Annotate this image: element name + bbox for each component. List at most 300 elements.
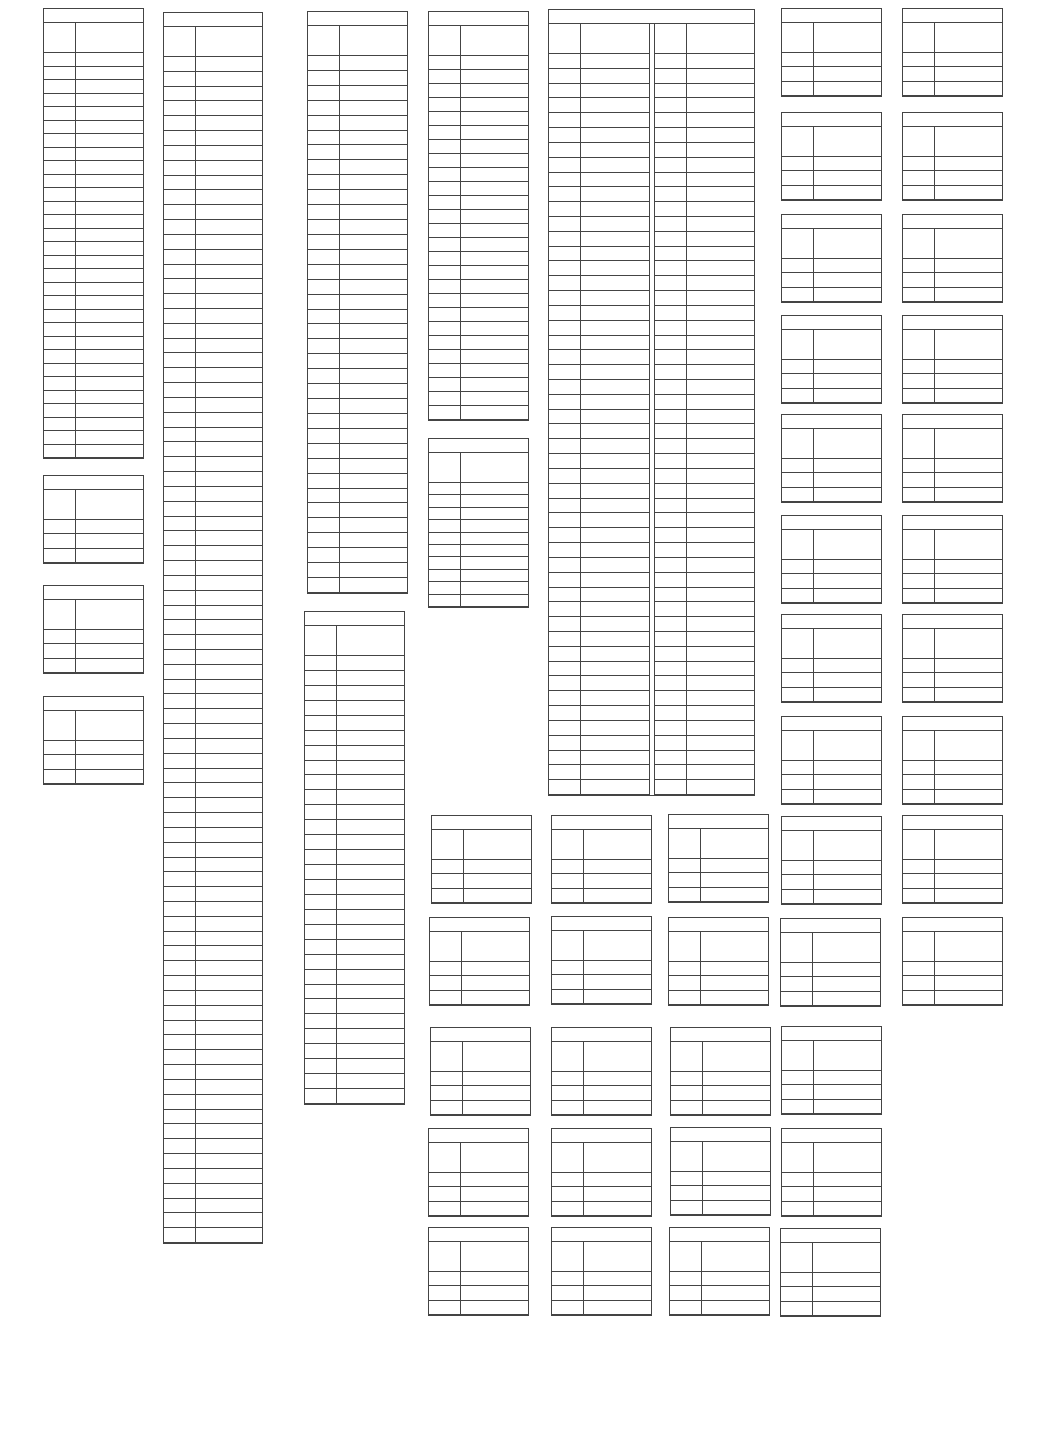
table-row bbox=[782, 1187, 881, 1201]
table-row bbox=[903, 360, 1002, 374]
table-row bbox=[164, 324, 262, 339]
table-row bbox=[429, 406, 528, 420]
grid-table bbox=[668, 917, 769, 1006]
table-row bbox=[305, 656, 404, 671]
table-row bbox=[429, 196, 528, 210]
column-divider bbox=[934, 731, 935, 804]
table-row bbox=[164, 828, 262, 843]
table-row bbox=[308, 533, 407, 548]
table-row bbox=[430, 962, 529, 976]
table-row bbox=[782, 1071, 881, 1085]
table-row bbox=[44, 337, 143, 351]
table-row bbox=[429, 582, 528, 594]
table-row bbox=[903, 574, 1002, 588]
table-row bbox=[903, 389, 1002, 403]
column-divider bbox=[934, 932, 935, 1005]
table-row bbox=[44, 323, 143, 337]
table-row bbox=[782, 861, 881, 875]
table-title-cell bbox=[671, 1028, 770, 1042]
table-row bbox=[429, 70, 528, 84]
table-row bbox=[903, 775, 1002, 789]
table-header-row bbox=[903, 330, 1002, 360]
table-title-cell bbox=[549, 10, 754, 24]
grid-table bbox=[902, 8, 1003, 97]
table-row bbox=[552, 1272, 651, 1286]
table-row bbox=[782, 67, 881, 81]
table-row bbox=[429, 508, 528, 520]
table-row bbox=[429, 378, 528, 392]
table-title-cell bbox=[903, 9, 1002, 23]
table-header-row bbox=[782, 1041, 881, 1071]
table-row bbox=[308, 250, 407, 265]
grid-table bbox=[781, 8, 882, 97]
table-title-cell bbox=[781, 919, 880, 933]
table-row bbox=[44, 67, 143, 81]
table-row bbox=[305, 820, 404, 835]
table-header-row bbox=[903, 23, 1002, 53]
table-row bbox=[552, 1187, 651, 1201]
column-divider bbox=[934, 229, 935, 302]
grid-table bbox=[902, 614, 1003, 703]
column-divider bbox=[813, 330, 814, 403]
table-row bbox=[44, 418, 143, 432]
table-title-cell bbox=[44, 9, 143, 23]
table-row bbox=[430, 976, 529, 990]
table-header-row bbox=[782, 831, 881, 861]
table-row bbox=[164, 546, 262, 561]
table-row bbox=[429, 308, 528, 322]
column-divider bbox=[813, 1041, 814, 1114]
column-divider bbox=[460, 1242, 461, 1315]
table-row bbox=[429, 98, 528, 112]
grid-table bbox=[902, 716, 1003, 805]
table-row bbox=[305, 925, 404, 940]
table-title-cell bbox=[782, 1129, 881, 1143]
table-row bbox=[670, 1286, 769, 1300]
table-row bbox=[44, 188, 143, 202]
table-title-cell bbox=[431, 1028, 530, 1042]
table-row bbox=[782, 1202, 881, 1216]
table-row bbox=[782, 560, 881, 574]
table-row bbox=[669, 962, 768, 976]
table-row bbox=[164, 1110, 262, 1125]
table-row bbox=[305, 850, 404, 865]
table-row bbox=[308, 459, 407, 474]
grid-table bbox=[902, 214, 1003, 303]
grid-table bbox=[429, 917, 530, 1006]
table-row bbox=[164, 339, 262, 354]
grid-table bbox=[780, 1228, 881, 1317]
table-header-row bbox=[431, 1042, 530, 1072]
column-divider bbox=[702, 1042, 703, 1115]
table-row bbox=[44, 121, 143, 135]
table-row bbox=[429, 1187, 528, 1201]
grid-table bbox=[781, 614, 882, 703]
table-title-cell bbox=[782, 615, 881, 629]
grid-table bbox=[902, 515, 1003, 604]
table-row bbox=[552, 1072, 651, 1086]
table-row bbox=[164, 413, 262, 428]
table-title-cell bbox=[782, 215, 881, 229]
table-row bbox=[305, 746, 404, 761]
table-row bbox=[429, 294, 528, 308]
table-row bbox=[308, 131, 407, 146]
table-row bbox=[671, 1201, 770, 1215]
table-row bbox=[308, 399, 407, 414]
grid-table bbox=[781, 1026, 882, 1115]
table-row bbox=[164, 1139, 262, 1154]
grid-table bbox=[781, 112, 882, 201]
table-row bbox=[44, 431, 143, 445]
grid-table bbox=[163, 12, 263, 1244]
table-row bbox=[164, 190, 262, 205]
table-title-cell bbox=[903, 516, 1002, 530]
table-row bbox=[903, 860, 1002, 874]
table-row bbox=[164, 1124, 262, 1139]
table-title-cell bbox=[552, 1228, 651, 1242]
table-row bbox=[305, 1089, 404, 1104]
table-row bbox=[903, 688, 1002, 702]
table-row bbox=[305, 835, 404, 850]
table-row bbox=[164, 694, 262, 709]
table-row bbox=[164, 902, 262, 917]
table-row bbox=[429, 520, 528, 532]
table-header-row bbox=[782, 330, 881, 360]
table-row bbox=[903, 589, 1002, 603]
grid-table bbox=[551, 916, 652, 1005]
table-row bbox=[782, 1085, 881, 1099]
table-title-cell bbox=[305, 612, 404, 626]
table-row bbox=[308, 489, 407, 504]
table-row bbox=[903, 874, 1002, 888]
table-row bbox=[164, 872, 262, 887]
table-row bbox=[164, 665, 262, 680]
column-divider bbox=[339, 26, 340, 593]
table-row bbox=[44, 549, 143, 563]
table-row bbox=[44, 161, 143, 175]
table-header-row bbox=[429, 1143, 528, 1173]
grid-table bbox=[307, 11, 408, 594]
table-row bbox=[552, 990, 651, 1004]
table-row bbox=[782, 574, 881, 588]
table-title-cell bbox=[903, 615, 1002, 629]
grid-table bbox=[902, 917, 1003, 1006]
table-row bbox=[552, 1086, 651, 1100]
table-title-cell bbox=[669, 815, 768, 829]
table-row bbox=[305, 910, 404, 925]
table-row bbox=[44, 175, 143, 189]
column-divider bbox=[813, 1143, 814, 1216]
table-split-gap bbox=[649, 24, 655, 795]
table-row bbox=[164, 428, 262, 443]
grid-table bbox=[431, 815, 532, 904]
table-row bbox=[782, 761, 881, 775]
table-header-row bbox=[552, 931, 651, 961]
table-row bbox=[44, 94, 143, 108]
grid-table bbox=[780, 918, 881, 1007]
grid-table bbox=[43, 696, 144, 785]
table-row bbox=[164, 932, 262, 947]
table-row bbox=[552, 1286, 651, 1300]
table-row bbox=[429, 336, 528, 350]
table-title-cell bbox=[552, 816, 651, 830]
table-row bbox=[308, 86, 407, 101]
table-row bbox=[903, 157, 1002, 171]
table-title-cell bbox=[429, 439, 528, 453]
table-title-cell bbox=[44, 476, 143, 490]
column-divider bbox=[460, 453, 461, 607]
table-title-cell bbox=[903, 717, 1002, 731]
table-header-row bbox=[782, 530, 881, 560]
table-row bbox=[44, 229, 143, 243]
column-divider bbox=[460, 1143, 461, 1216]
grid-table bbox=[781, 716, 882, 805]
grid-table bbox=[430, 1027, 531, 1116]
table-row bbox=[429, 545, 528, 557]
table-row bbox=[305, 805, 404, 820]
table-row bbox=[669, 888, 768, 902]
grid-table bbox=[428, 1227, 529, 1316]
table-row bbox=[429, 210, 528, 224]
table-header-row bbox=[781, 933, 880, 963]
column-divider bbox=[701, 1242, 702, 1315]
table-row bbox=[164, 457, 262, 472]
table-row bbox=[44, 53, 143, 67]
table-row bbox=[164, 1154, 262, 1169]
table-header-row bbox=[429, 453, 528, 483]
table-row bbox=[308, 235, 407, 250]
grid-table bbox=[43, 475, 144, 564]
table-row bbox=[308, 325, 407, 340]
table-header-row bbox=[44, 490, 143, 520]
table-row bbox=[164, 354, 262, 369]
table-row bbox=[903, 82, 1002, 96]
table-row bbox=[308, 384, 407, 399]
table-header-row bbox=[903, 127, 1002, 157]
table-row bbox=[669, 859, 768, 873]
table-row bbox=[164, 754, 262, 769]
table-row bbox=[164, 843, 262, 858]
table-row bbox=[308, 146, 407, 161]
table-header-row bbox=[782, 429, 881, 459]
table-header-row bbox=[44, 23, 143, 53]
table-row bbox=[44, 404, 143, 418]
table-row bbox=[164, 309, 262, 324]
table-row bbox=[164, 57, 262, 72]
table-title-cell bbox=[430, 918, 529, 932]
table-row bbox=[429, 322, 528, 336]
table-row bbox=[782, 790, 881, 804]
column-divider bbox=[813, 629, 814, 702]
table-row bbox=[429, 224, 528, 238]
grid-table bbox=[781, 414, 882, 503]
table-header-row bbox=[782, 23, 881, 53]
table-row bbox=[164, 813, 262, 828]
table-row bbox=[164, 724, 262, 739]
table-row bbox=[782, 259, 881, 273]
table-row bbox=[44, 377, 143, 391]
column-divider bbox=[75, 711, 76, 784]
table-row bbox=[44, 202, 143, 216]
table-row bbox=[308, 116, 407, 131]
table-row bbox=[164, 294, 262, 309]
table-row bbox=[164, 502, 262, 517]
column-divider bbox=[813, 831, 814, 904]
table-header-row bbox=[782, 1143, 881, 1173]
table-row bbox=[782, 186, 881, 200]
table-header-row bbox=[903, 932, 1002, 962]
table-title-cell bbox=[552, 917, 651, 931]
table-row bbox=[308, 518, 407, 533]
grid-table bbox=[551, 1128, 652, 1217]
table-row bbox=[164, 87, 262, 102]
table-row bbox=[305, 1044, 404, 1059]
table-row bbox=[164, 1021, 262, 1036]
table-row bbox=[164, 650, 262, 665]
table-row bbox=[44, 350, 143, 364]
table-row bbox=[164, 561, 262, 576]
table-title-cell bbox=[782, 415, 881, 429]
table-row bbox=[781, 1302, 880, 1316]
table-header-row bbox=[781, 1243, 880, 1273]
table-row bbox=[44, 256, 143, 270]
table-row bbox=[305, 880, 404, 895]
table-row bbox=[164, 635, 262, 650]
table-row bbox=[429, 56, 528, 70]
table-row bbox=[308, 310, 407, 325]
table-row bbox=[782, 171, 881, 185]
table-row bbox=[44, 269, 143, 283]
table-row bbox=[44, 659, 143, 673]
table-row bbox=[552, 975, 651, 989]
table-title-cell bbox=[782, 113, 881, 127]
table-row bbox=[782, 875, 881, 889]
table-header-row bbox=[552, 1242, 651, 1272]
table-row bbox=[44, 242, 143, 256]
table-row bbox=[782, 1100, 881, 1114]
table-row bbox=[782, 288, 881, 302]
column-divider bbox=[583, 931, 584, 1004]
table-row bbox=[44, 770, 143, 784]
table-row bbox=[429, 533, 528, 545]
table-row bbox=[903, 488, 1002, 502]
table-row bbox=[308, 563, 407, 578]
grid-table bbox=[428, 11, 529, 421]
table-row bbox=[305, 999, 404, 1014]
table-row bbox=[308, 578, 407, 593]
table-row bbox=[429, 154, 528, 168]
table-title-cell bbox=[903, 316, 1002, 330]
table-row bbox=[429, 252, 528, 266]
table-header-row bbox=[552, 1143, 651, 1173]
table-row bbox=[782, 273, 881, 287]
table-row bbox=[429, 168, 528, 182]
table-row bbox=[308, 504, 407, 519]
table-row bbox=[429, 1286, 528, 1300]
table-title-cell bbox=[782, 817, 881, 831]
column-divider bbox=[700, 932, 701, 1005]
table-row bbox=[903, 273, 1002, 287]
column-divider bbox=[75, 600, 76, 673]
table-header-row bbox=[308, 26, 407, 56]
table-row bbox=[431, 1101, 530, 1115]
column-divider bbox=[75, 490, 76, 563]
table-row bbox=[432, 874, 531, 888]
table-header-row bbox=[669, 932, 768, 962]
table-row bbox=[164, 220, 262, 235]
column-divider bbox=[934, 429, 935, 502]
table-row bbox=[44, 755, 143, 769]
table-row bbox=[305, 1014, 404, 1029]
table-row bbox=[164, 146, 262, 161]
table-row bbox=[429, 483, 528, 495]
table-row bbox=[903, 186, 1002, 200]
table-row bbox=[164, 1213, 262, 1228]
table-row bbox=[552, 889, 651, 903]
table-row bbox=[903, 673, 1002, 687]
table-row bbox=[164, 769, 262, 784]
table-row bbox=[164, 442, 262, 457]
table-row bbox=[305, 985, 404, 1000]
table-row bbox=[308, 160, 407, 175]
table-row bbox=[671, 1172, 770, 1186]
table-title-cell bbox=[164, 13, 262, 27]
table-row bbox=[44, 630, 143, 644]
table-row bbox=[308, 339, 407, 354]
table-row bbox=[164, 1184, 262, 1199]
column-divider bbox=[580, 24, 581, 795]
grid-table bbox=[781, 816, 882, 905]
table-row bbox=[552, 1173, 651, 1187]
table-title-cell bbox=[44, 586, 143, 600]
grid-table bbox=[548, 9, 755, 796]
table-row bbox=[429, 280, 528, 294]
table-header-row bbox=[670, 1242, 769, 1272]
table-row bbox=[782, 459, 881, 473]
table-title-cell bbox=[670, 1228, 769, 1242]
column-divider bbox=[934, 23, 935, 96]
grid-table bbox=[551, 1227, 652, 1316]
table-row bbox=[164, 368, 262, 383]
grid-table bbox=[43, 8, 144, 459]
column-divider bbox=[813, 229, 814, 302]
table-row bbox=[164, 709, 262, 724]
grid-table bbox=[902, 815, 1003, 904]
table-row bbox=[552, 961, 651, 975]
table-row bbox=[164, 101, 262, 116]
table-row bbox=[782, 53, 881, 67]
table-row bbox=[164, 131, 262, 146]
column-divider bbox=[583, 830, 584, 903]
table-row bbox=[781, 1273, 880, 1287]
table-row bbox=[669, 991, 768, 1005]
table-row bbox=[44, 148, 143, 162]
table-row bbox=[305, 865, 404, 880]
column-divider bbox=[583, 1242, 584, 1315]
table-row bbox=[781, 963, 880, 977]
table-header-row bbox=[430, 932, 529, 962]
table-row bbox=[164, 976, 262, 991]
table-header-row bbox=[903, 731, 1002, 761]
grid-table bbox=[902, 414, 1003, 503]
table-row bbox=[44, 445, 143, 459]
column-divider bbox=[813, 429, 814, 502]
table-row bbox=[782, 473, 881, 487]
table-row bbox=[429, 266, 528, 280]
table-row bbox=[305, 671, 404, 686]
table-row bbox=[308, 71, 407, 86]
grid-table bbox=[43, 585, 144, 674]
